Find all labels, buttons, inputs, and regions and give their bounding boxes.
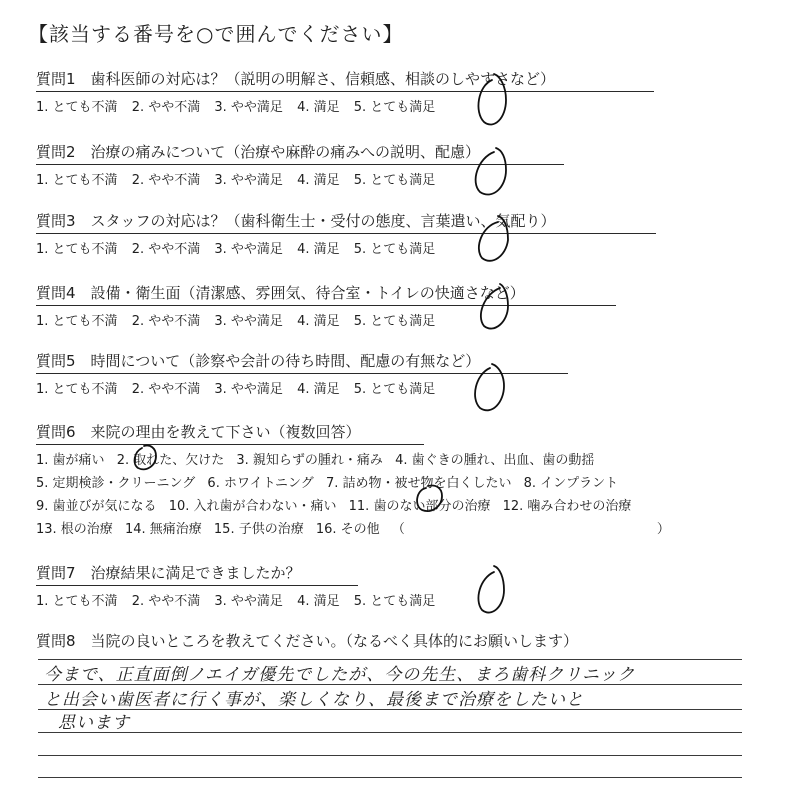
option-2[interactable]: 2. やや不満 (131, 173, 201, 188)
answer-line-5 (38, 755, 742, 756)
question-7-options (36, 590, 445, 609)
question-1-title: 質問1 歯科医師の対応は？（説明の明解さ、信頼感、相談のしやすさなど） (36, 70, 555, 88)
option-2[interactable]: 2. やや不満 (131, 382, 201, 397)
option-2[interactable]: 2. やや不満 (131, 100, 201, 115)
option-3[interactable]: 3. やや満足 (214, 173, 283, 188)
reason-option-9[interactable]: 9. 歯並びが気になる (36, 499, 157, 514)
question-8 (36, 630, 756, 654)
question-6-title: 質問6 来院の理由を教えて下さい（複数回答） (36, 423, 361, 441)
question-6-options (36, 449, 670, 541)
option-3[interactable]: 3. やや満足 (214, 594, 283, 609)
answer-line-6 (38, 777, 742, 778)
question-5 (36, 350, 756, 406)
option-4[interactable]: 4. 満足 (297, 242, 340, 257)
option-4[interactable]: 4. 満足 (297, 382, 340, 397)
handwritten-answer-line-1: 今まで、正直面倒ノエイガ優先でしたが、今の先生、まろ歯科クリニック (44, 665, 636, 685)
option-1[interactable]: 1. とても不満 (36, 314, 118, 329)
reason-option-2[interactable]: 2. 取れた、欠けた (116, 453, 225, 468)
reason-option-14[interactable]: 14. 無痛治療 (124, 522, 202, 537)
question-6-row-2 (36, 472, 670, 495)
question-8-title: 質問8 当院の良いところを教えてください。（なるべく具体的にお願いします） (36, 632, 579, 650)
question-1-underline (36, 91, 654, 92)
option-1[interactable]: 1. とても不満 (36, 382, 118, 397)
option-5[interactable]: 5. とても満足 (353, 382, 436, 397)
option-1[interactable]: 1. とても不満 (36, 242, 118, 257)
question-6-row-4 (36, 518, 670, 541)
reason-option-1[interactable]: 1. 歯が痛い (36, 453, 105, 468)
question-7-underline (36, 585, 358, 586)
other-open-paren: （ (391, 522, 405, 537)
option-2[interactable]: 2. やや不満 (131, 594, 201, 609)
question-6-row-3 (36, 495, 670, 518)
question-7 (36, 562, 756, 618)
reason-option-5[interactable]: 5. 定期検診・クリーニング (36, 476, 196, 491)
option-1[interactable]: 1. とても不満 (36, 100, 118, 115)
question-1-options (36, 96, 445, 115)
question-2 (36, 141, 756, 197)
reason-option-10[interactable]: 10. 入れ歯が合わない・痛い (168, 499, 337, 514)
reason-option-4[interactable]: 4. 歯ぐきの腫れ、出血、歯の動揺 (395, 453, 595, 468)
reason-option-12[interactable]: 12. 噛み合わせの治療 (502, 499, 632, 514)
question-6 (36, 421, 756, 541)
question-5-title: 質問5 時間について（診察や会計の待ち時間、配慮の有無など） (36, 352, 481, 370)
option-5[interactable]: 5. とても満足 (353, 173, 436, 188)
option-3[interactable]: 3. やや満足 (214, 382, 283, 397)
option-4[interactable]: 4. 満足 (297, 314, 340, 329)
reason-option-13[interactable]: 13. 根の治療 (36, 522, 113, 537)
reason-option-3[interactable]: 3. 親知らずの腫れ・痛み (236, 453, 383, 468)
question-3-options (36, 238, 445, 257)
reason-option-8[interactable]: 8. インプラント (523, 476, 619, 491)
option-5[interactable]: 5. とても満足 (353, 314, 436, 329)
question-2-underline (36, 164, 564, 165)
option-1[interactable]: 1. とても不満 (36, 173, 118, 188)
question-3 (36, 210, 756, 266)
option-5[interactable]: 5. とても満足 (353, 242, 436, 257)
reason-option-11[interactable]: 11. 歯のない部分の治療 (348, 499, 491, 514)
question-2-options (36, 169, 445, 188)
option-4[interactable]: 4. 満足 (297, 100, 340, 115)
option-4[interactable]: 4. 満足 (297, 173, 340, 188)
option-1[interactable]: 1. とても不満 (36, 594, 118, 609)
option-3[interactable]: 3. やや満足 (214, 314, 283, 329)
reason-option-6[interactable]: 6. ホワイトニング (207, 476, 314, 491)
option-3[interactable]: 3. やや満足 (214, 242, 283, 257)
question-2-title: 質問2 治療の痛みについて（治療や麻酔の痛みへの説明、配慮） (36, 143, 480, 161)
reason-option-16[interactable]: 16. その他 (315, 522, 380, 537)
answer-line-4 (38, 732, 742, 733)
question-5-options (36, 378, 445, 397)
option-5[interactable]: 5. とても満足 (353, 100, 436, 115)
option-5[interactable]: 5. とても満足 (353, 594, 436, 609)
option-2[interactable]: 2. やや不満 (131, 314, 201, 329)
question-3-underline (36, 233, 656, 234)
other-field[interactable] (392, 518, 670, 541)
other-close-paren: ） (656, 522, 670, 537)
reason-option-7[interactable]: 7. 詰め物・被せ物を白くしたい (325, 476, 512, 491)
option-4[interactable]: 4. 満足 (297, 594, 340, 609)
question-3-title: 質問3 スタッフの対応は？（歯科衛生士・受付の態度、言葉遣い、気配り） (36, 212, 556, 230)
handwritten-answer-line-3: 思います (58, 713, 130, 733)
question-4 (36, 282, 756, 338)
question-4-options (36, 310, 445, 329)
option-2[interactable]: 2. やや不満 (131, 242, 201, 257)
option-3[interactable]: 3. やや満足 (214, 100, 283, 115)
question-6-row-1 (36, 449, 670, 472)
question-5-underline (36, 373, 568, 374)
question-4-title: 質問4 設備・衛生面（清潔感、雰囲気、待合室・トイレの快適さなど） (36, 284, 525, 302)
question-6-underline (36, 444, 424, 445)
reason-option-15[interactable]: 15. 子供の治療 (213, 522, 304, 537)
question-4-underline (36, 305, 616, 306)
form-heading: 【該当する番号を○で囲んでください】 (28, 22, 404, 46)
handwritten-answer-line-2: と出会い歯医者に行く事が、楽しくなり、最後まで治療をしたいと (44, 690, 584, 710)
question-7-title: 質問7 治療結果に満足できましたか？ (36, 564, 301, 582)
question-1 (36, 68, 756, 124)
